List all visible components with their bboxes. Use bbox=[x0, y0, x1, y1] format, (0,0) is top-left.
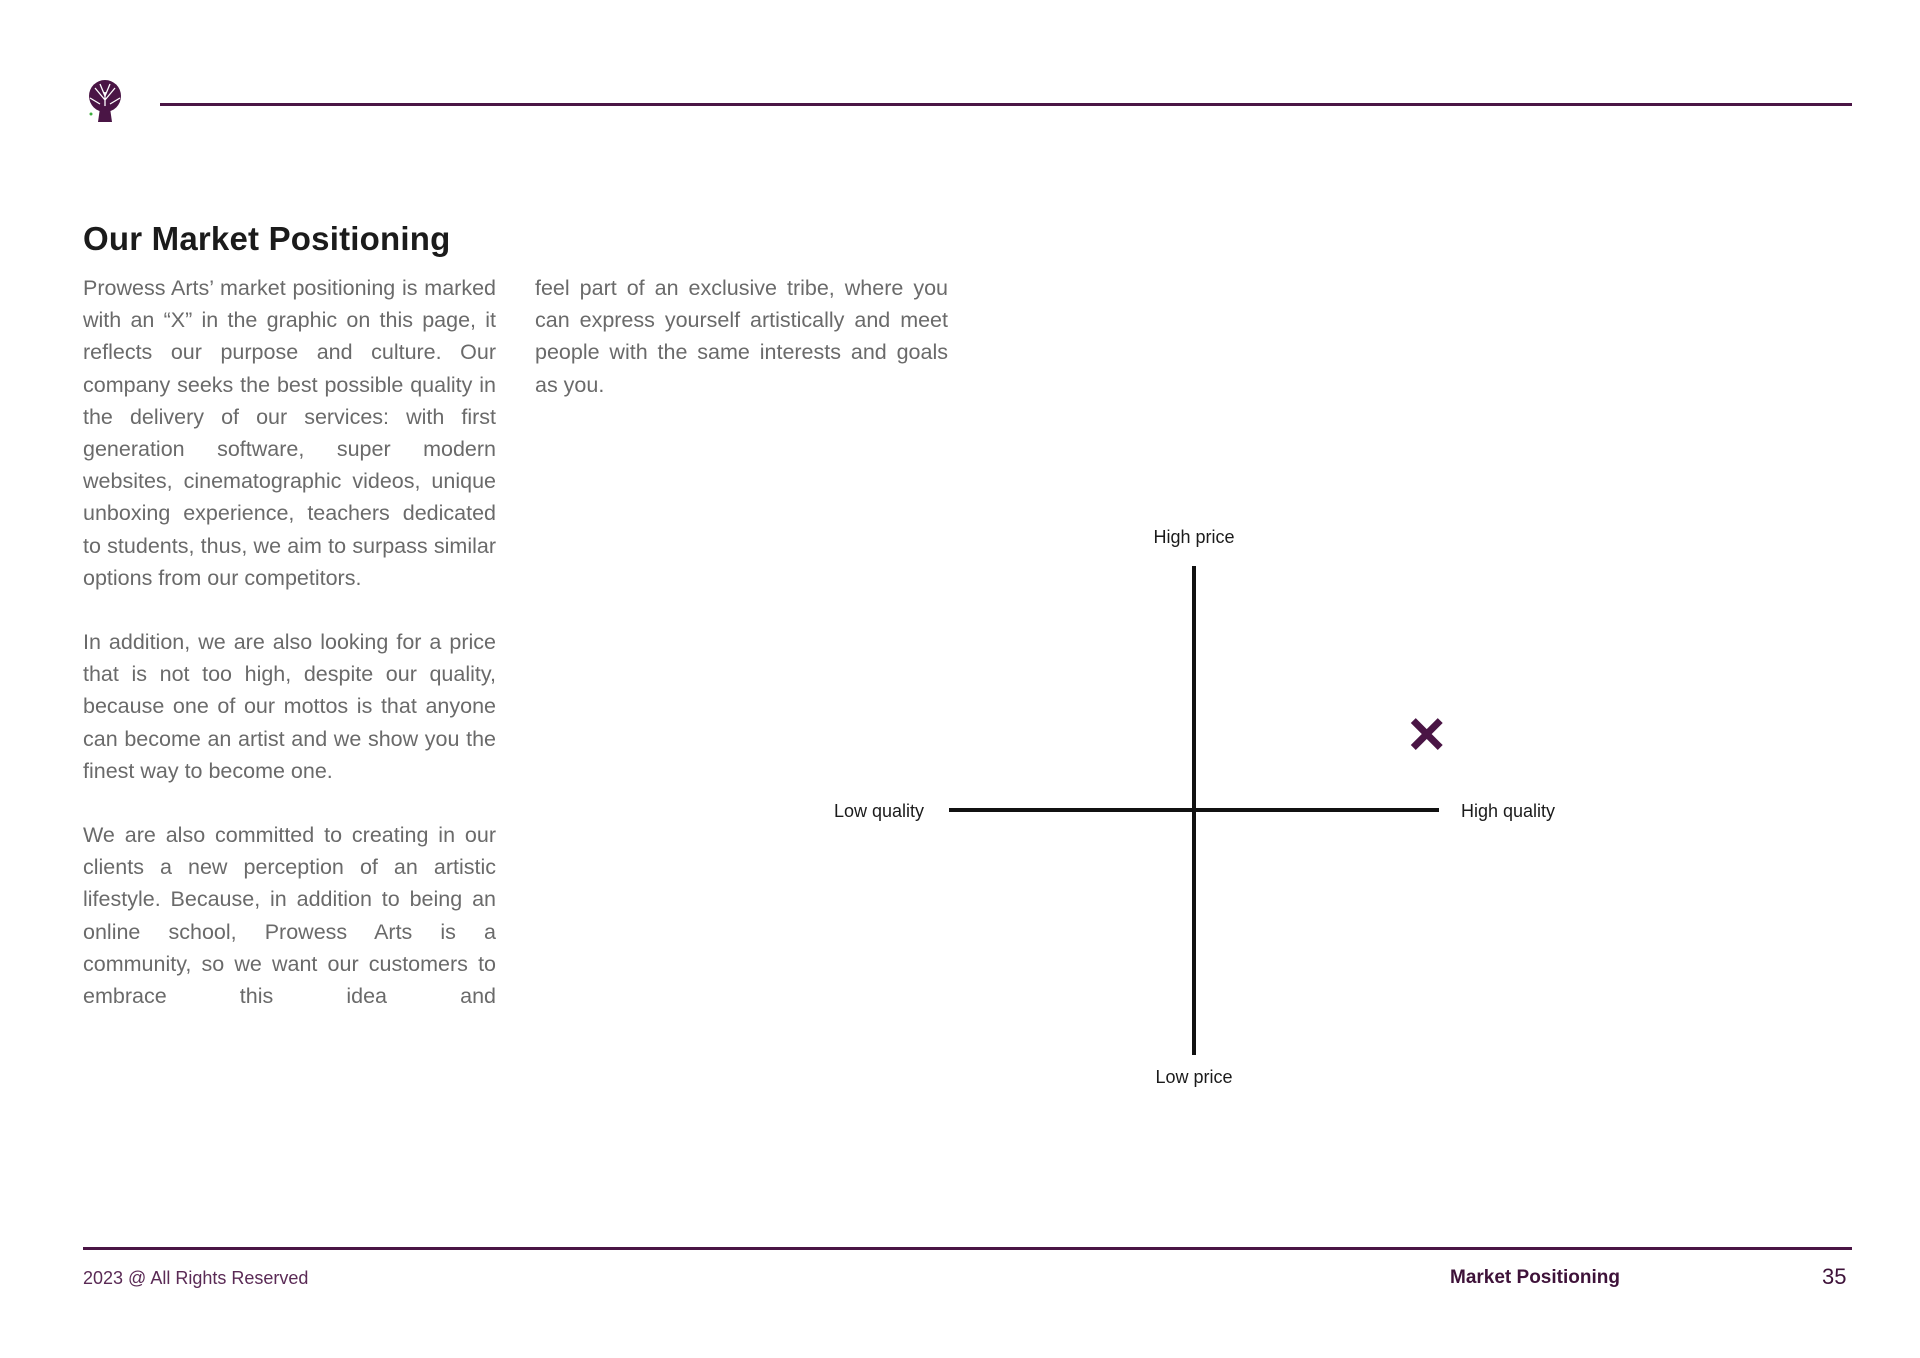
page-number: 35 bbox=[1822, 1264, 1847, 1289]
paragraph: In addition, we are also looking for a price that is not too high, despite our quality, because one of our mottos is that anyone can become an artist and we show you the finest way to become one. bbox=[83, 630, 496, 783]
position-marker-x-icon bbox=[1416, 723, 1438, 745]
low-price-label: Low price bbox=[1155, 1067, 1233, 1087]
paragraph: Prowess Arts’ market positioning is marked with an “X” in the graphic on this page, it reflects our purpose and culture. Our company seeks the best possible quality in the delivery of our services: with first generation software, super modern websites, cinematographic videos, unique unboxing experience, teachers dedicated to students, thus, we aim to surpass similar options from our competitors. bbox=[83, 276, 496, 590]
high-price-label: High price bbox=[1153, 527, 1235, 547]
low-quality-label: Low quality bbox=[833, 801, 924, 821]
footer-copyright: 2023 @ All Rights Reserved bbox=[83, 1268, 309, 1288]
page-title: Our Market Positioning bbox=[83, 220, 451, 257]
footer-divider bbox=[83, 1247, 1852, 1250]
paragraph: feel part of an exclusive tribe, where you can express yourself artistically and meet people with the same interests and goals as you. bbox=[535, 276, 948, 397]
paragraph: We are also committed to creating in our clients a new perception of an artistic lifestyle. Because, in addition to being an online school, Prowess Arts is a community, so we want our customers to embrace this idea and bbox=[83, 823, 496, 1009]
high-quality-label: High quality bbox=[1461, 801, 1556, 821]
footer-section-title: Market Positioning bbox=[1450, 1267, 1620, 1288]
